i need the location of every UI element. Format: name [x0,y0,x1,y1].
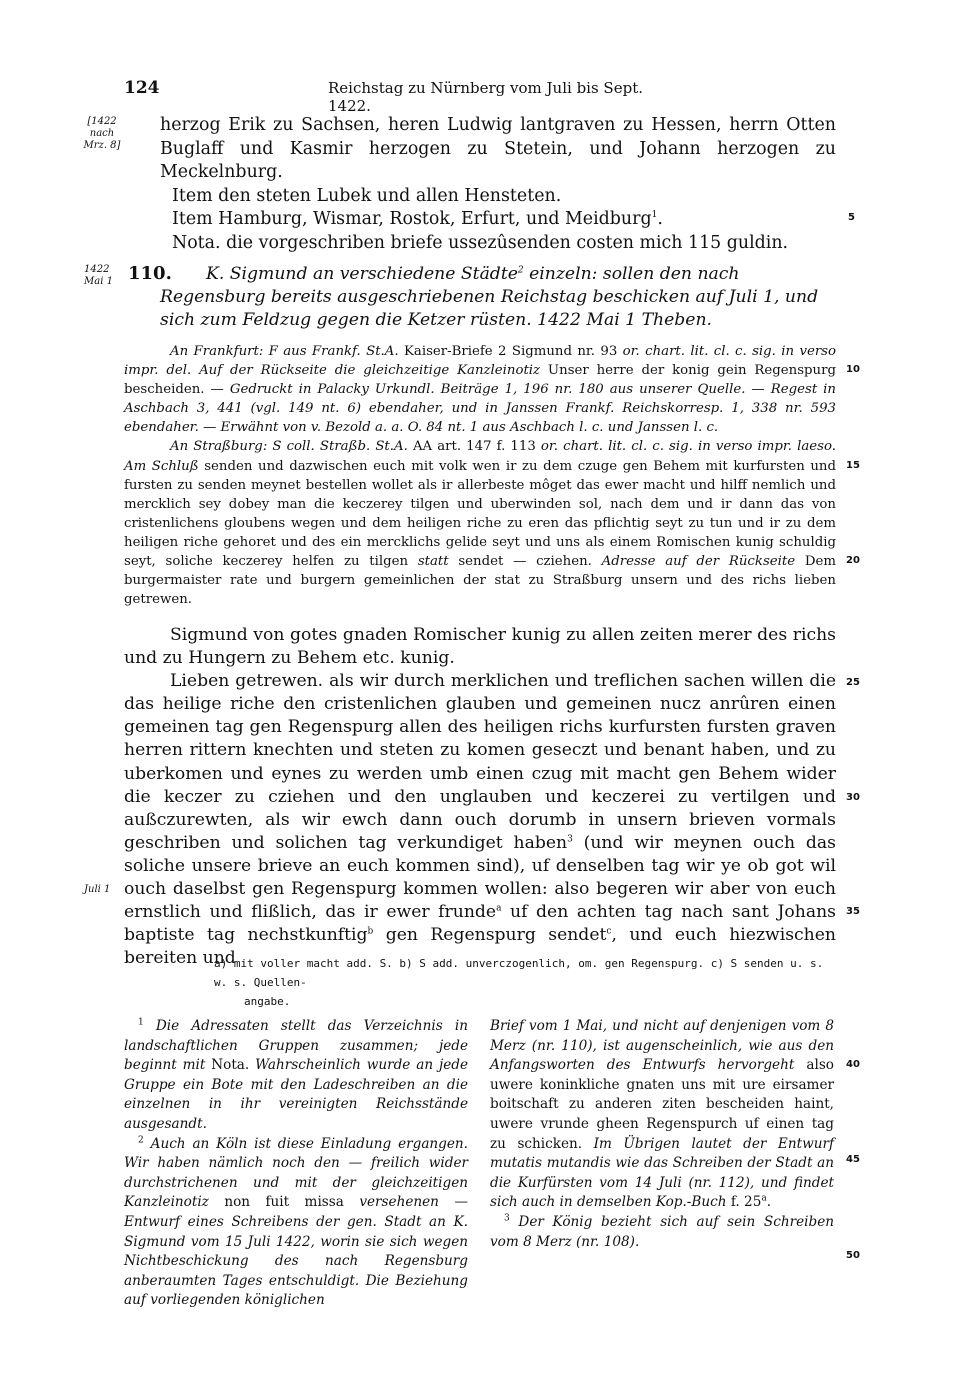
letter-span: , und euch hiezwischen bereiten und [124,925,836,969]
line-number: 45 [846,1154,860,1165]
letter-span: gen Regenspurg sendet [373,925,607,946]
footnote-ref: 3 [567,834,573,845]
intro-text: Item Hamburg, Wismar, Rostok, Erfurt, und Meidburg [172,209,652,229]
footnote-ref: 2 [517,265,524,276]
margin-date-line: [1422 [87,116,117,127]
letter-paragraph: Sigmund von gotes gnaden Romischer kunig zu allen zeiten merer des richs und zu Hungern zu Behem etc. kunig. [124,625,836,669]
margin-date-line: Mai 1 [84,276,113,287]
footnote-ref: 1 [651,210,658,221]
heading-text: einzeln: sollen den nach Regensburg bereits ausgeschriebenen Reichstag beschicken auf Juli 1, und sich zum Feldzug gegen die Ketzer rüsten. 1422 Mai 1 Theben. [160,264,819,330]
footnote-number: 3 [504,1213,510,1224]
variant-line: a) mit voller macht add. S. b) S add. unverczogenlich, om. gen Regenspurg. c) S senden u. s. w. s. Quellen- [214,957,824,989]
source-apparatus [124,342,836,609]
margin-juli: Juli 1 [84,884,111,895]
running-head [124,78,644,115]
line-number: 5 [848,212,855,223]
source-text: sendet — cziehen. [448,554,602,570]
source-text: Unser herre der konig gein Regenspurg bescheiden. — [124,363,836,398]
letter-span: uf den achten tag nach sant Johans baptiste tag nechstkunftig [124,902,836,946]
line-number: 20 [846,555,860,566]
footnote-text: f. 25 [726,1194,762,1211]
line-number: 30 [846,792,860,803]
footnote-text: . [766,1194,772,1211]
line-number: 40 [846,1059,860,1070]
document-heading [128,262,836,332]
variant-ref: a [496,903,502,914]
footnote [490,1017,834,1213]
footnote-number: 2 [138,1135,144,1146]
footnote [124,1135,468,1311]
footnote-text: Im Übrigen lautet der Entwurf mutatis mutandis wie das Schreiben der Stadt an die Kurfürsten vom 14 Juli (nr. 112), und findet sich auch in demselben Kop.-Buch [490,1135,834,1211]
document-title [128,263,836,332]
footnote [124,1017,468,1135]
footnote-text: Auch an Köln ist diese Einladung ergangen. Wir haben nämlich noch den — freilich wider durchstrichenen und mit der gleichzeitigen Kanzleinotiz [124,1135,468,1211]
source-text: or. chart. lit. cl. c. sig. in verso impr. laeso. Am Schluß [124,439,836,474]
line-number: 25 [846,677,860,688]
line-number: 35 [846,906,860,917]
margin-date-top [80,116,124,152]
margin-date-line: 1422 [84,264,110,275]
page-number: 124 [124,78,160,98]
intro-line [160,185,836,209]
footnote-text: Der König bezieht sich auf sein Schreiben vom 8 Merz (nr. 108). [490,1213,834,1250]
running-title: Reichstag zu Nürnberg vom Juli bis Sept. 1422. [328,79,643,115]
letter-paragraph [124,670,836,970]
letter-span: Lieben getrewen. als wir durch merklichen und treflichen sachen willen die das heilige riche den cristenlichen glauben und gemeinen nucz anrûren einen gemeinen tag gen Regenspurg allen des heiligen richs kurfursten fursten graven herren rittern knechten und steten zu komen geseczt und benant haben, und zu uberkomen und eynes zu werden umb einen czug mit macht gen Behem wider die keczer zu cziehen und den unglauben und keczerei zu vertilgen und außczurewten, als wir ewch dann ouch dorumb in unsern brieven vormals geschriben und solichen tag verkundiget haben [124,671,836,853]
document-number: 110. [128,263,172,284]
intro-line: herzog Erik zu Sachsen, heren Ludwig lantgraven zu Hessen, herrn Otten Buglaff und Kasmir herzogen zu Stetein, und Johann herzogen zu Meckelnburg. [160,115,836,182]
variant-ref: c [606,926,612,937]
source-text: senden und dazwischen euch mit volk wen ir zu dem czuge gen Behem mit kurfursten und fursten zu senden meynet bestellen wollet als ir allerbeste môget das ewer macht und hilff nemlich und mercklich sey dobey man die keczerey tilgen und uberwinden sol, nach dem und ir dann das von cristenlichens gloubens wegen und dem heiligen riche zu eren das pflichtig seyt zu tun und ir zu dem heiligen riche gehoret und des ein mercklichs gelide seyt und uns als einem Romischen kunig schuldig seyt, soliche keczerey helfen zu tilgen [124,458,836,570]
source-paragraph [124,342,836,437]
source-paragraph [124,437,836,609]
source-text: statt [417,554,449,570]
footnotes-left [124,1017,468,1311]
margin-date-line: Mrz. 8] [83,140,121,151]
letter-text [124,624,836,970]
footnote-number: 1 [138,1017,144,1028]
variant-apparatus [214,954,836,1011]
footnote-text: also uwere koninkliche gnaten uns mit ure eirsamer boitschaft zu anderen ziten bescheiden haint, uwere vrunde gheen Regenspurch uf einen tag zu schicken. [490,1057,834,1152]
source-text: An Straßburg: S coll. Straßb. St.A. [170,439,408,455]
footnote [490,1213,834,1252]
heading-text: K. Sigmund an verschiedene Städte [206,264,518,284]
variant-ref: b [367,926,374,937]
footnote-text: Die Adressaten stellt das Verzeichnis in landschaftlichen Gruppen zusammen; jede beginnt mit [124,1018,469,1074]
margin-date-line: nach [89,128,115,139]
source-text: AA art. 147 f. 113 [407,439,541,455]
intro-text: Nota. die vorgeschriben briefe ussezûsenden costen mich 115 guldin. [172,232,789,253]
intro-text: Item den steten Lubek und allen Hensteten. [172,185,562,206]
intro-line [160,208,836,232]
source-text: Dem burgermaister rate und burgern gemeinlichen der stat zu Straßburg unsern und des richs lieben getrewen. [124,554,836,608]
intro-line [160,232,836,256]
source-text: Gedruckt in Palacky Urkundl. Beiträge 1, 196 nr. 180 aus unserer Quelle. — Regest in Aschbach 3, 441 (vgl. 149 nt. 6) ebendaher, und in Janssen Frankf. Reichskorresp. 1, 338 nr. 593 ebendaher. — Erwähnt von v. Bezold a. a. O. 84 nt. 1 aus Aschbach l. c. und Janssen l. c. [124,382,836,436]
footnote-ref: a [761,1193,767,1204]
line-number: 15 [846,460,860,471]
margin-date-doc [84,264,124,288]
footnotes-right [490,1017,834,1252]
source-text: Kaiser-Briefe 2 Sigmund nr. 93 [398,344,623,359]
source-text: Adresse auf der Rückseite [601,554,796,570]
line-number: 50 [846,1250,860,1261]
source-text: An Frankfurt: F aus Frankf. St.A. [170,344,399,359]
footnote-text: Nota. [205,1057,256,1074]
footnote-text: Brief vom 1 Mai, und nicht auf denjenigen vom 8 Merz (nr. 110), ist augenscheinlich, wie aus den Anfangsworten des Entwurfs hervorgeht [490,1018,834,1074]
footnote-text: Wahrscheinlich wurde an jede Gruppe ein Bote mit den Ladeschreiben an die einzelnen in ihr vereinigten Reichsstände ausgesandt. [124,1057,469,1132]
letter-span: (und wir meynen ouch das soliche unsere brieve an euch kommen sind), uf denselben tag wir ye ob got wil ouch daselbst gen Regenspurg kommen wollen: also begeren wir aber von euch ernstlich und flißlich, das ir ewer frunde [124,832,836,923]
source-text: or. chart. lit. cl. c. sig. in verso impr. del. Auf der Rückseite die gleichzeitige Kanzleinotiz [124,344,837,379]
variant-line: angabe. [244,995,291,1008]
footnote-text: versehenen — Entwurf eines Schreibens der gen. Stadt an K. Sigmund vom 15 Juli 1422, worin sie sich wegen Nichtbeschickung des nach Regensburg anberaumten Tages entschuldigt. Die Beziehung auf vorliegenden königlichen [124,1194,468,1309]
intro-text: . [657,209,663,229]
footnote-text: non fuit missa [208,1194,360,1211]
line-number: 10 [846,364,860,375]
intro-block [160,114,836,255]
